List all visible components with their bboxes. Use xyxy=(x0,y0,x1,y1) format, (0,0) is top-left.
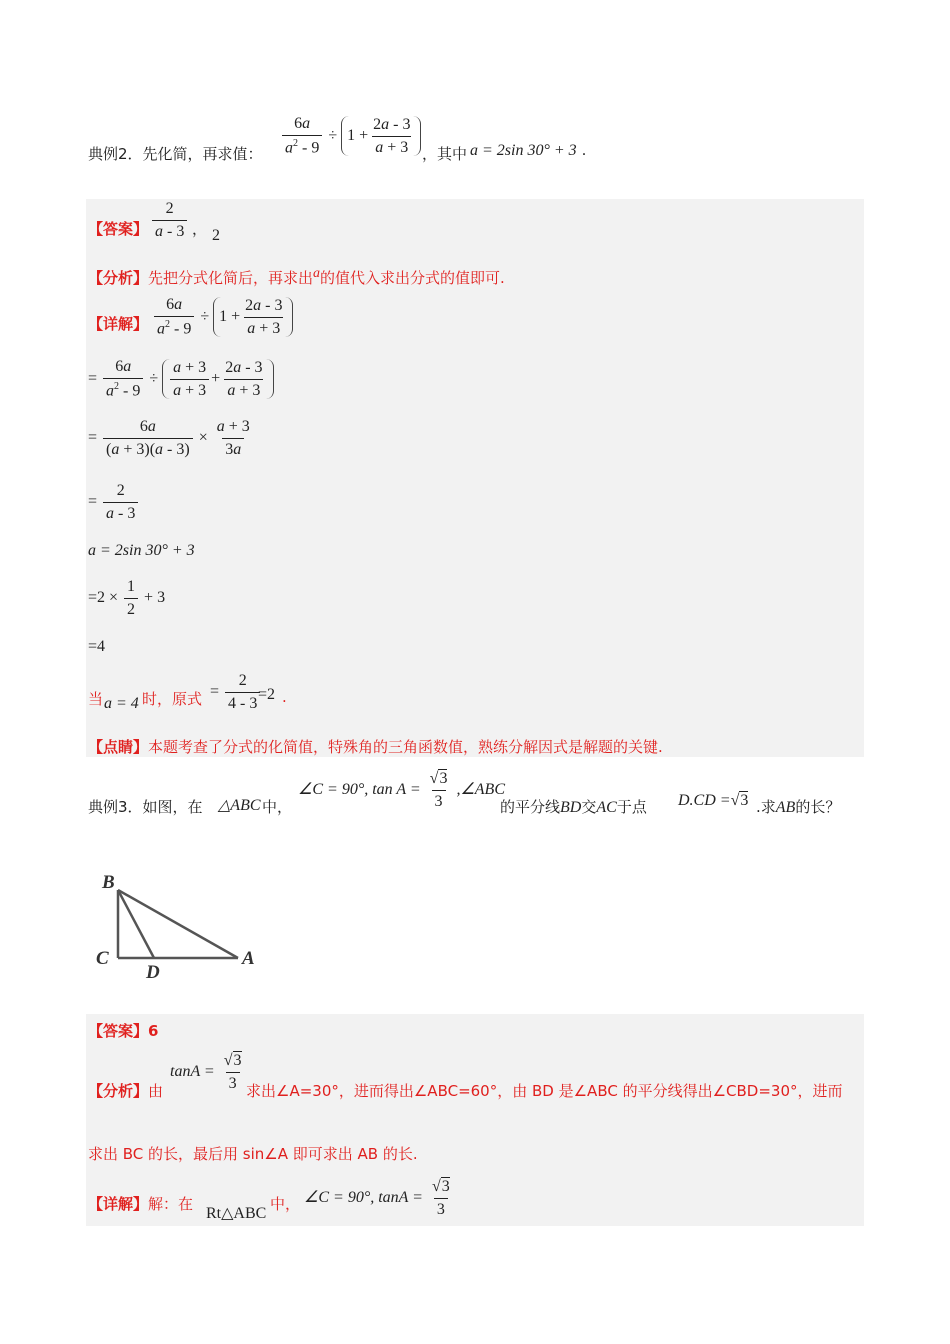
example-2-condition-expr: a = 2sin 30° + 3 xyxy=(470,142,577,159)
example-3-condition: ∠C = 90°, tan A = $\frac{√3}{3}$ ,∠ABC xyxy=(298,770,505,810)
detail-3-text-a: 解：在 xyxy=(148,1195,194,1213)
conclusion-value: =2 xyxy=(258,686,276,703)
example-3-triangle: △ABC xyxy=(218,797,261,814)
analysis-3-text-1: 求出∠A=30°，进而得出∠ABC=60°，由 BD 是∠ABC 的平分线得出∠CBD=30°，进而 xyxy=(246,1082,843,1100)
cd-label: D.CD = xyxy=(678,792,731,809)
title-e: 于点 xyxy=(616,798,647,816)
detail-plus-3: + 3 xyxy=(144,589,166,607)
title-c: 的平分线 xyxy=(500,798,561,816)
analysis-3-tan-label: tanA = xyxy=(170,1063,215,1081)
detail-3-expr: ∠C = 90°, tanA = $\frac{√3}{3}$ xyxy=(304,1178,450,1218)
conclusion-prefix: 当 xyxy=(88,690,104,708)
example-3-title-b: 中， xyxy=(262,798,293,816)
cd-expr: D.CD =√3 xyxy=(678,792,749,809)
analysis-3-line-1 xyxy=(88,1080,163,1101)
vertex-b-label: B xyxy=(102,872,115,893)
detail-3-label: 【详解】 xyxy=(88,1195,149,1213)
answer-3-line xyxy=(88,1020,158,1041)
analysis-3-text-2: 求出 BC 的长，最后用 sin∠A 即可求出 AB 的长. xyxy=(88,1145,418,1163)
detail-step-5: =2 × $\frac{1}{2}$ + 3 xyxy=(88,578,166,618)
ac-label: AC xyxy=(596,799,617,816)
comma-abc: ,∠ABC xyxy=(456,781,505,799)
example-2-condition-end: . xyxy=(582,142,586,159)
conclusion-expr: a = 4 xyxy=(104,695,139,712)
ab-label: AB xyxy=(775,799,796,816)
title-f: .求 xyxy=(756,798,776,816)
detail-equals-4: =4 xyxy=(88,638,106,655)
triangle-figure xyxy=(90,866,270,986)
detail-step-4: = $\frac{2}{a - 3}$ xyxy=(88,482,140,523)
answer-separator: ， xyxy=(192,220,208,238)
answer-3-label: 【答案】 xyxy=(88,1022,149,1040)
vertex-a-label: A xyxy=(242,948,255,969)
title-d: 交 xyxy=(581,798,597,816)
point-label: 【点睛】 xyxy=(88,738,149,756)
title-g: 的长？ xyxy=(795,798,841,816)
analysis-var: a xyxy=(313,266,321,281)
point-line xyxy=(88,736,663,757)
analysis-text-b: 的值代入求出分式的值即可. xyxy=(320,269,505,287)
vertex-c-label: C xyxy=(96,948,109,969)
example-2-condition-prefix: ，其中 xyxy=(422,145,468,163)
answer-value: 2 xyxy=(212,227,220,244)
example-3-title-c xyxy=(500,796,647,817)
analysis-3-you: 由 xyxy=(148,1082,164,1100)
detail-step-3: = $\frac{6a}{(a + 3)(a - 3)}$ × $\frac{a + 3}{3a}$ xyxy=(88,418,250,458)
answer-label: 【答案】 xyxy=(88,220,149,238)
detail-3-expr-text: ∠C = 90°, tanA = xyxy=(304,1189,423,1207)
conclusion-text: 时，原式 xyxy=(142,690,203,708)
bd-label: BD xyxy=(560,799,582,816)
analysis-line xyxy=(88,266,505,288)
analysis-3-label: 【分析】 xyxy=(88,1082,149,1100)
detail-3-rt: Rt△ABC xyxy=(206,1205,267,1222)
point-text: 本题考查了分式的化简值，特殊角的三角函数值，熟练分解因式是解题的关键. xyxy=(148,738,663,756)
example-2-title: 典例2．先化简，再求值： xyxy=(88,145,263,163)
answer-3-value: 6 xyxy=(148,1022,159,1040)
example-3-title-f xyxy=(756,796,840,817)
angle-c: ∠C = 90°, tan A = xyxy=(298,781,421,799)
vertex-d-label: D xyxy=(146,962,160,983)
detail-a-value: a = 2sin 30° + 3 xyxy=(88,542,195,559)
detail-step-2: = $\frac{6a}{a^2 - 9}$ ÷ $\frac{a + 3}{a + 3}$ + $\frac{2a - 3}{a + 3}$ xyxy=(88,358,274,400)
detail-3-line xyxy=(88,1193,193,1214)
analysis-label: 【分析】 xyxy=(88,269,149,287)
answer-fraction: $\frac{2}{a - 3}$ xyxy=(150,200,189,241)
detail-3-text-b: 中， xyxy=(270,1195,301,1213)
conclusion-fraction: = $\frac{2}{4 - 3}$ xyxy=(210,672,262,713)
analysis-text-a: 先把分式化简后，再求出 xyxy=(148,269,314,287)
example-2-expression: $\frac{6a}{a^2 - 9}$ ÷ 1 + $\frac{2a - 3}{a + 3}$ xyxy=(280,115,421,157)
detail-step-1: $\frac{6a}{a^2 - 9}$ ÷ 1 + $\frac{2a - 3}{a + 3}$ xyxy=(152,296,293,338)
example-3-title-a: 典例3．如图，在 xyxy=(88,798,203,816)
conclusion-end: . xyxy=(282,688,287,706)
answer-block-3 xyxy=(86,1014,864,1226)
analysis-3-tan: tanA = $\frac{√3}{3}$ xyxy=(170,1052,242,1092)
detail-label: 【详解】 xyxy=(88,315,149,333)
